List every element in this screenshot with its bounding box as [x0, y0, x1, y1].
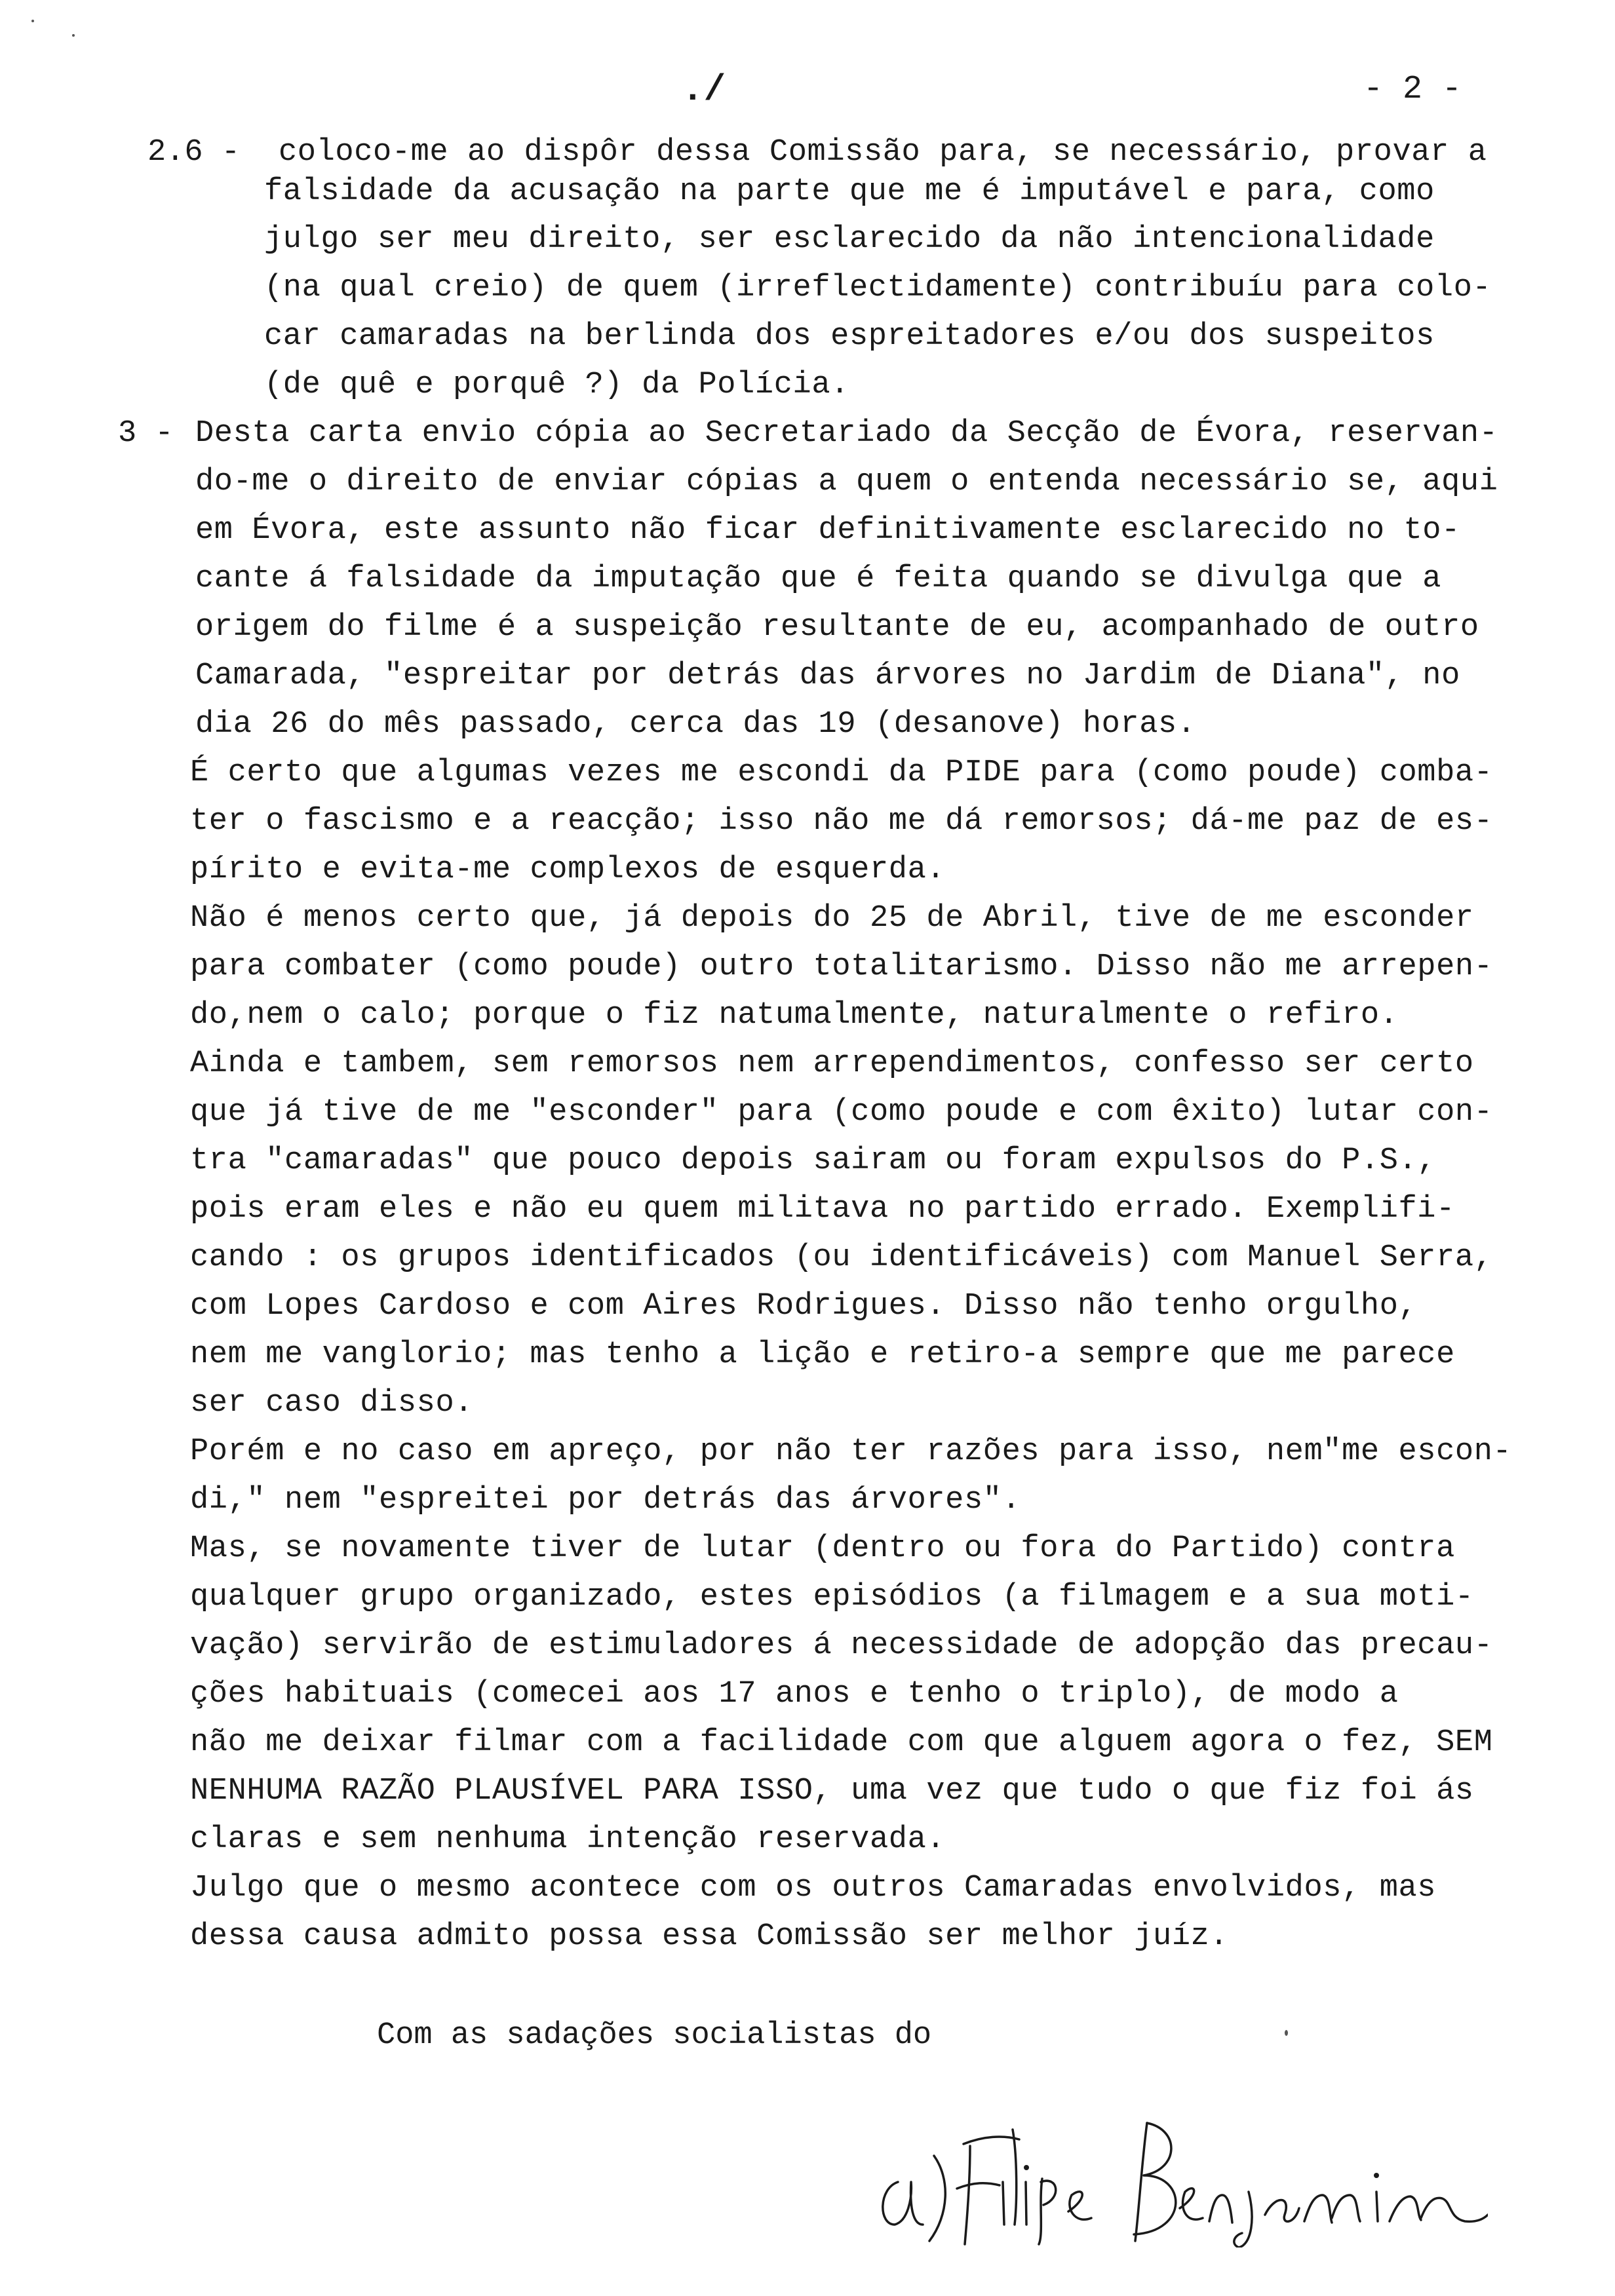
closing-salutation: Com as sadações socialistas do [377, 2018, 932, 2053]
scan-speck [1285, 2030, 1288, 2036]
scan-speck [72, 34, 75, 37]
paragraph-line: vação) servirão de estimuladores á necessidade de adopção das precau- [190, 1628, 1493, 1663]
paragraph-line: tra "camaradas" que pouco depois sairam ou foram expulsos do P.S., [190, 1143, 1437, 1178]
paragraph-line: É certo que algumas vezes me escondi da PIDE para (como poude) comba- [190, 756, 1493, 790]
paragraph-line: cante á falsidade da imputação que é feita quando se divulga que a [195, 562, 1442, 596]
paragraph-line: com Lopes Cardoso e com Aires Rodrigues. Disso não tenho orgulho, [190, 1289, 1418, 1324]
paragraph-line: ser caso disso. [190, 1386, 474, 1421]
paragraph-line: ter o fascismo e a reacção; isso não me dá remorsos; dá-me paz de es- [190, 804, 1493, 839]
paragraph-line: falsidade da acusação na parte que me é imputável e para, como [264, 174, 1435, 209]
paragraph-line: coloco-me ao dispôr dessa Comissão para, se necessário, provar a [279, 135, 1487, 170]
paragraph-line: pois eram eles e não eu quem militava no partido errado. Exemplifi- [190, 1192, 1455, 1227]
paragraph-line: car camaradas na berlinda dos espreitadores e/ou dos suspeitos [264, 319, 1435, 354]
paragraph-line: para combater (como poude) outro totalitarismo. Disso não me arrepen- [190, 949, 1493, 984]
paragraph-line: nem me vanglorio; mas tenho a lição e retiro-a sempre que me parece [190, 1337, 1455, 1372]
paragraph-line: Mas, se novamente tiver de lutar (dentro ou fora do Partido) contra [190, 1531, 1455, 1566]
paragraph-line: claras e sem nenhuma intenção reservada. [190, 1822, 946, 1857]
paragraph-line: em Évora, este assunto não ficar definitivamente esclarecido no to- [195, 513, 1460, 548]
paragraph-line: NENHUMA RAZÃO PLAUSÍVEL PARA ISSO, uma vez que tudo o que fiz foi ás [190, 1774, 1474, 1808]
paragraph-line: do-me o direito de enviar cópias a quem o entenda necessário se, aqui [195, 465, 1498, 499]
paragraph-line: pírito e evita-me complexos de esquerda. [190, 852, 946, 887]
paragraph-line: Não é menos certo que, já depois do 25 de Abril, tive de me esconder [190, 901, 1474, 936]
paragraph-line: Porém e no caso em apreço, por não ter razões para isso, nem"me escon- [190, 1434, 1512, 1469]
item-number-3: 3 - [118, 416, 174, 451]
paragraph-line: Ainda e tambem, sem remorsos nem arrependimentos, confesso ser certo [190, 1046, 1474, 1081]
paragraph-line: Camarada, "espreitar por detrás das árvores no Jardim de Diana", no [195, 659, 1460, 693]
handwritten-signature [872, 2084, 1488, 2248]
paragraph-line: que já tive de me "esconder" para (como poude e com êxito) lutar con- [190, 1095, 1493, 1130]
paragraph-line: Desta carta envio cópia ao Secretariado da Secção de Évora, reservan- [195, 416, 1498, 451]
paragraph-line: qualquer grupo organizado, estes episódios (a filmagem e a sua moti- [190, 1580, 1474, 1615]
paragraph-line: julgo ser meu direito, ser esclarecido da não intencionalidade [264, 222, 1435, 257]
paragraph-line: ções habituais (comecei aos 17 anos e tenho o triplo), de modo a [190, 1677, 1399, 1712]
header-mark: ./ [682, 69, 726, 111]
paragraph-line: (de quê e porquê ?) da Polícia. [264, 368, 849, 402]
paragraph-line: não me deixar filmar com a facilidade com que alguem agora o fez, SEM [190, 1725, 1493, 1760]
paragraph-line: cando : os grupos identificados (ou identificáveis) com Manuel Serra, [190, 1240, 1493, 1275]
paragraph-line: dia 26 do mês passado, cerca das 19 (desanove) horas. [195, 707, 1196, 742]
paragraph-line: do,nem o calo; porque o fiz natumalmente, naturalmente o refiro. [190, 998, 1399, 1033]
page-number: - 2 - [1363, 71, 1462, 108]
paragraph-line: dessa causa admito possa essa Comissão ser melhor juíz. [190, 1919, 1229, 1954]
paragraph-line: Julgo que o mesmo acontece com os outros Camaradas envolvidos, mas [190, 1871, 1437, 1905]
item-number-2-6: 2.6 - [147, 135, 241, 170]
paragraph-line: origem do filme é a suspeição resultante de eu, acompanhado de outro [195, 610, 1479, 645]
paragraph-line: di," nem "espreitei por detrás das árvores". [190, 1483, 1021, 1518]
paragraph-line: (na qual creio) de quem (irreflectidamente) contribuíu para colo- [264, 271, 1492, 305]
scan-speck [31, 20, 34, 22]
